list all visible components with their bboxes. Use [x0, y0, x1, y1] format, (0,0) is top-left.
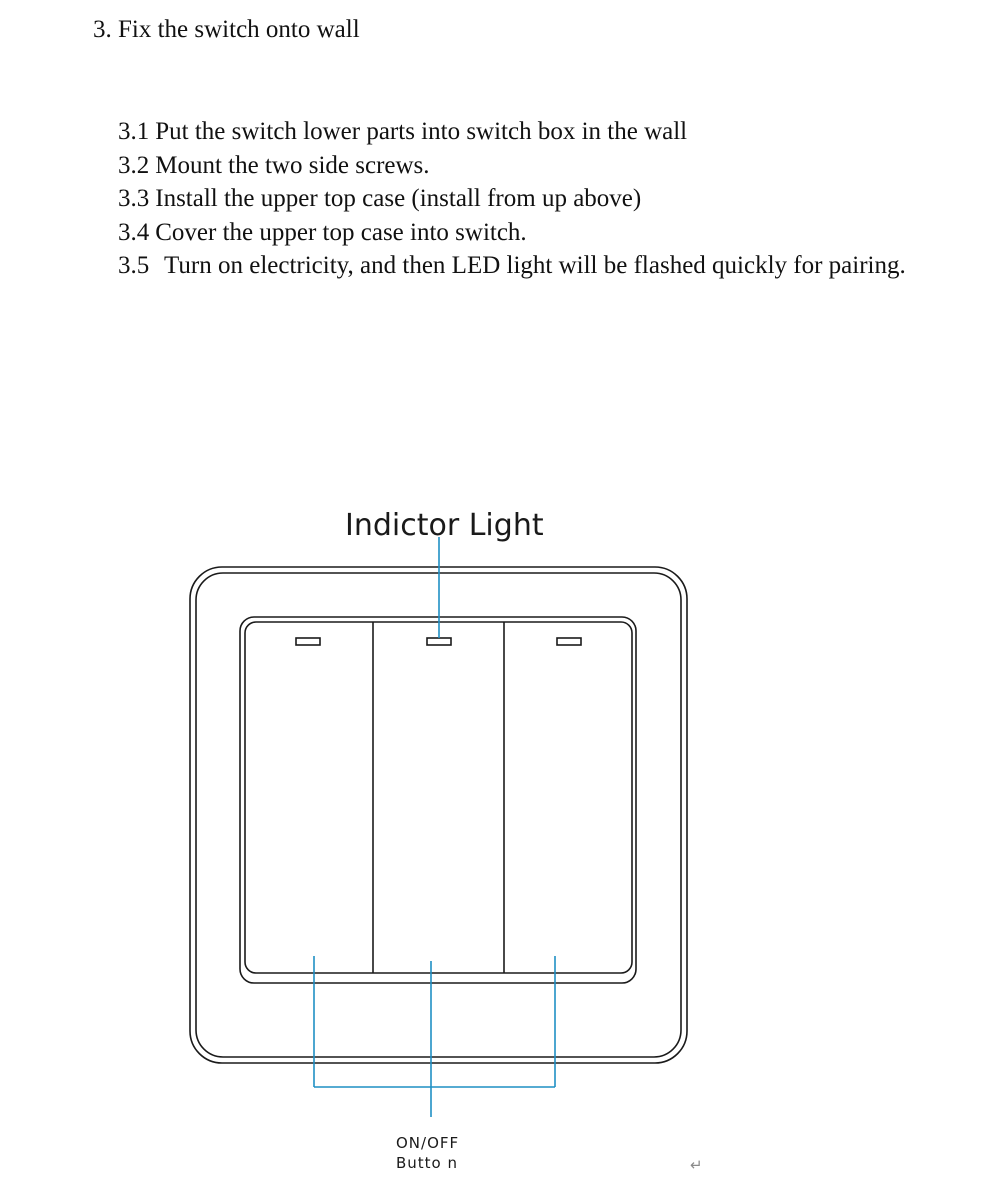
step-number: 3.4	[118, 218, 150, 246]
indicator-led	[296, 638, 320, 645]
step-text: Mount the two side screws.	[155, 151, 430, 179]
section-heading: 3. Fix the switch onto wall	[93, 16, 360, 43]
step-text: Put the switch lower parts into switch box in the wall	[155, 118, 688, 145]
step-number: 3.1	[118, 118, 150, 145]
step-text: Install the upper top case (install from up above)	[155, 185, 642, 213]
switch-panel-face	[245, 622, 632, 973]
onoff-button-label	[396, 1133, 459, 1173]
step-number: 3.2	[118, 151, 150, 179]
step-text: Cover the upper top case into switch.	[155, 218, 527, 246]
step-number: 3.3	[118, 185, 150, 213]
onoff-button-label-line1: ON/OFF	[396, 1134, 460, 1152]
step-text: Turn on electricity, and then LED light will be flashed quickly for pairing.	[164, 252, 906, 280]
onoff-button-label-line2: Butto n	[396, 1154, 459, 1172]
paragraph-return-icon: ↵	[690, 1156, 703, 1174]
wall-plate-outer	[190, 567, 687, 1063]
indicator-light-label: Indictor Light	[345, 508, 544, 543]
indicator-led	[427, 638, 451, 645]
switch-panel-frame	[240, 617, 636, 983]
indicator-led	[557, 638, 581, 645]
step-number: 3.5	[118, 252, 150, 280]
